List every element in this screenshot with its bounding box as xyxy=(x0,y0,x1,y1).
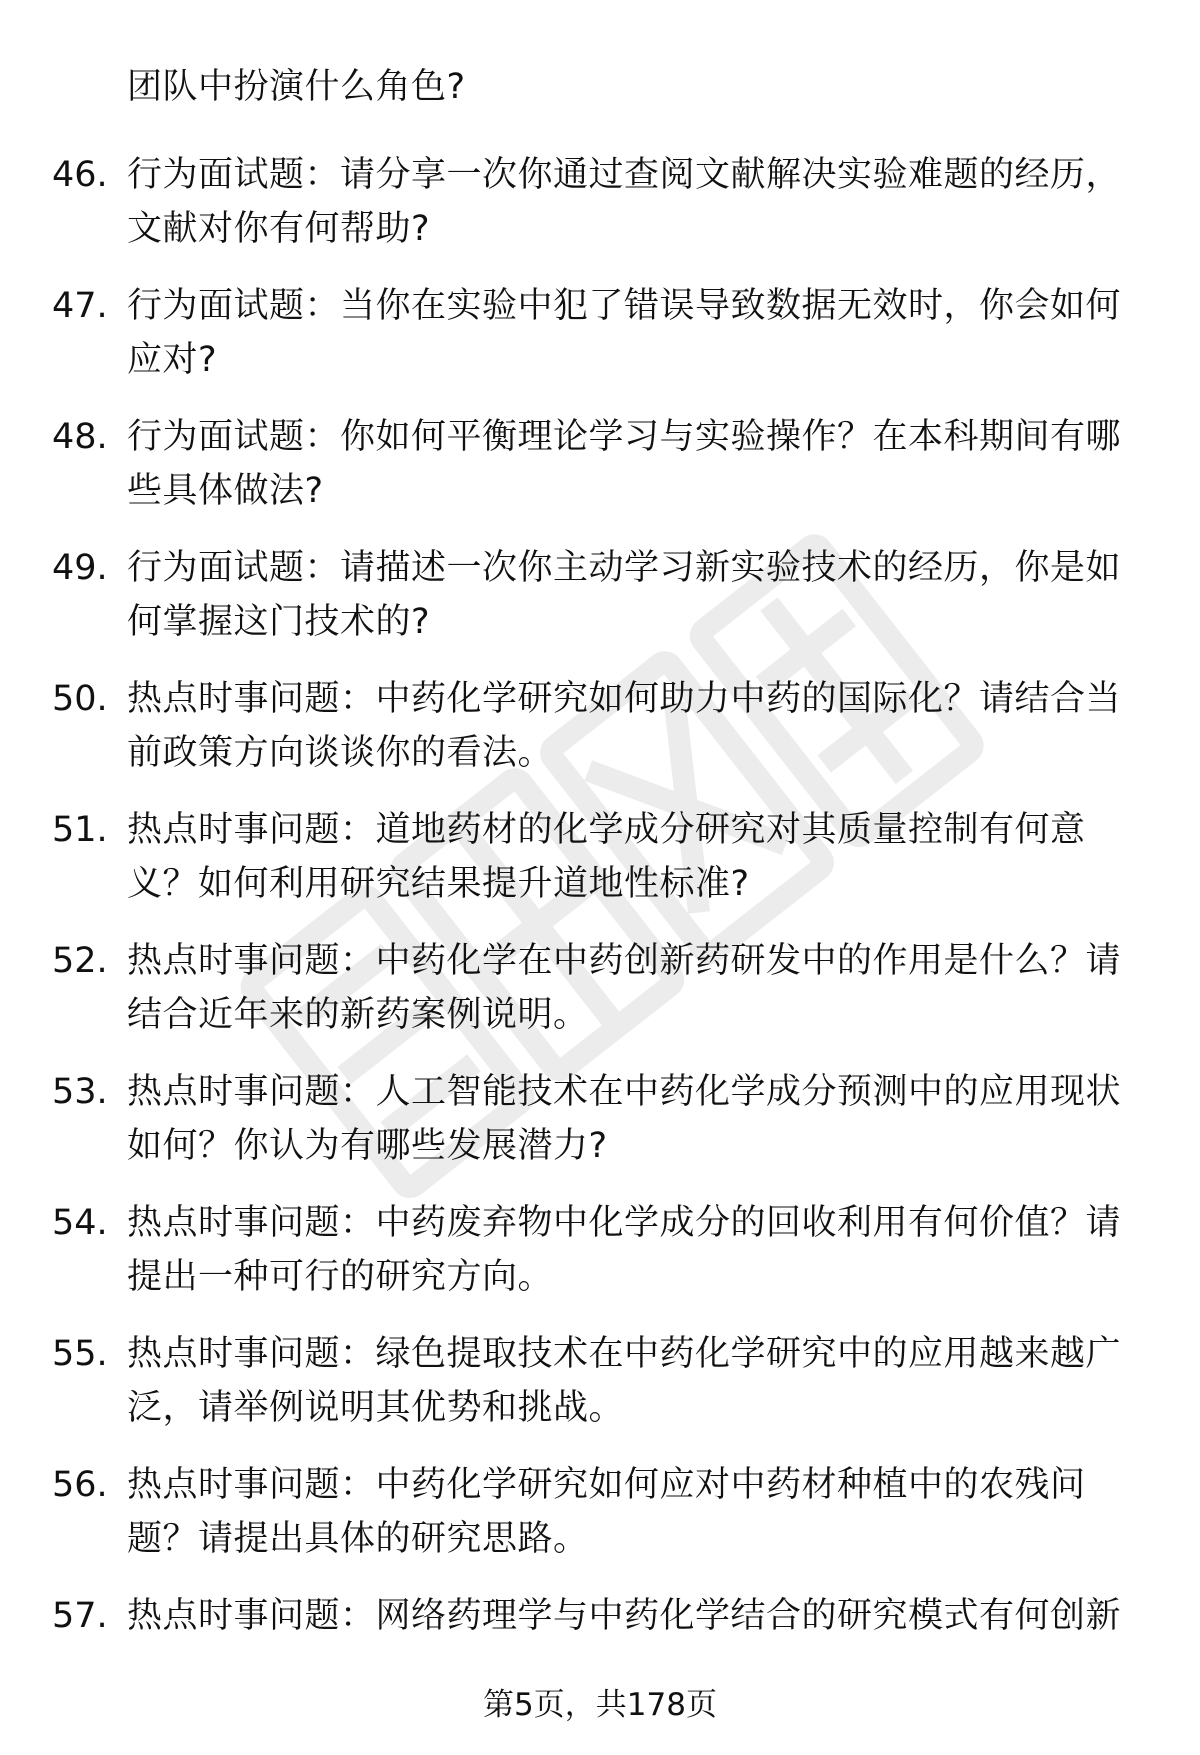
question-text xyxy=(127,672,1147,780)
question-number: 50. xyxy=(52,679,108,719)
question-text xyxy=(127,410,1147,518)
question-item xyxy=(0,1458,1200,1589)
question-item xyxy=(0,1065,1200,1196)
question-text xyxy=(127,1196,1147,1304)
question-text xyxy=(127,279,1147,387)
question-number: 57. xyxy=(52,1596,108,1636)
question-line: 前政策方向谈谈你的看法。 xyxy=(127,733,554,773)
question-line: 题？请提出具体的研究思路。 xyxy=(127,1519,589,1559)
question-item xyxy=(0,541,1200,672)
question-number: 52. xyxy=(52,941,108,981)
question-line: 何掌握这门技术的? xyxy=(127,602,431,642)
question-line: 义？如何利用研究结果提升道地性标准? xyxy=(127,864,750,904)
question-number: 46. xyxy=(52,155,108,195)
question-item xyxy=(0,1327,1200,1458)
question-text xyxy=(127,1065,1147,1173)
question-list xyxy=(0,148,1200,1720)
question-number: 56. xyxy=(52,1465,108,1505)
question-line: 些具体做法? xyxy=(127,471,324,511)
question-line: 热点时事问题：中药化学在中药创新药研发中的作用是什么？请 xyxy=(127,941,1122,981)
question-line: 行为面试题：请分享一次你通过查阅文献解决实验难题的经历， xyxy=(127,155,1122,195)
question-line: 应对? xyxy=(127,340,218,380)
question-line: 行为面试题：当你在实验中犯了错误导致数据无效时，你会如何 xyxy=(127,286,1122,326)
question-text xyxy=(127,934,1147,1042)
question-line: 热点时事问题：中药废弃物中化学成分的回收利用有何价值？请 xyxy=(127,1203,1122,1243)
question-text xyxy=(127,803,1147,911)
question-number: 55. xyxy=(52,1334,108,1374)
question-item xyxy=(0,279,1200,410)
question-item xyxy=(0,148,1200,279)
question-line: 热点时事问题：人工智能技术在中药化学成分预测中的应用现状 xyxy=(127,1072,1122,1112)
question-item xyxy=(0,410,1200,541)
continued-question-text: 团队中扮演什么角色? xyxy=(127,67,466,107)
question-text xyxy=(127,1458,1147,1566)
question-text xyxy=(127,1327,1147,1435)
question-line: 热点时事问题：网络药理学与中药化学结合的研究模式有何创新 xyxy=(127,1596,1122,1636)
question-number: 51. xyxy=(52,810,108,850)
question-number: 48. xyxy=(52,417,108,457)
question-line: 如何？你认为有哪些发展潜力? xyxy=(127,1126,608,1166)
question-line: 热点时事问题：绿色提取技术在中药化学研究中的应用越来越广 xyxy=(127,1334,1122,1374)
question-text xyxy=(127,148,1147,256)
question-item xyxy=(0,803,1200,934)
question-text xyxy=(127,1589,1147,1643)
question-line: 热点时事问题：中药化学研究如何助力中药的国际化？请结合当 xyxy=(127,679,1122,719)
question-number: 53. xyxy=(52,1072,108,1112)
question-number: 54. xyxy=(52,1203,108,1243)
question-item xyxy=(0,1196,1200,1327)
question-item xyxy=(0,672,1200,803)
question-number: 47. xyxy=(52,286,108,326)
question-number: 49. xyxy=(52,548,108,588)
question-line: 泛，请举例说明其优势和挑战。 xyxy=(127,1388,625,1428)
question-line: 热点时事问题：中药化学研究如何应对中药材种植中的农残问 xyxy=(127,1465,1086,1505)
question-item xyxy=(0,934,1200,1065)
question-line: 文献对你有何帮助? xyxy=(127,209,431,249)
question-line: 行为面试题：你如何平衡理论学习与实验操作？在本科期间有哪 xyxy=(127,417,1122,457)
page-number-footer: 第5页，共178页 xyxy=(483,1687,717,1723)
question-text xyxy=(127,541,1147,649)
question-line: 结合近年来的新药案例说明。 xyxy=(127,995,589,1035)
question-line: 热点时事问题：道地药材的化学成分研究对其质量控制有何意 xyxy=(127,810,1086,850)
question-line: 行为面试题：请描述一次你主动学习新实验技术的经历，你是如 xyxy=(127,548,1122,588)
question-line: 提出一种可行的研究方向。 xyxy=(127,1257,554,1297)
